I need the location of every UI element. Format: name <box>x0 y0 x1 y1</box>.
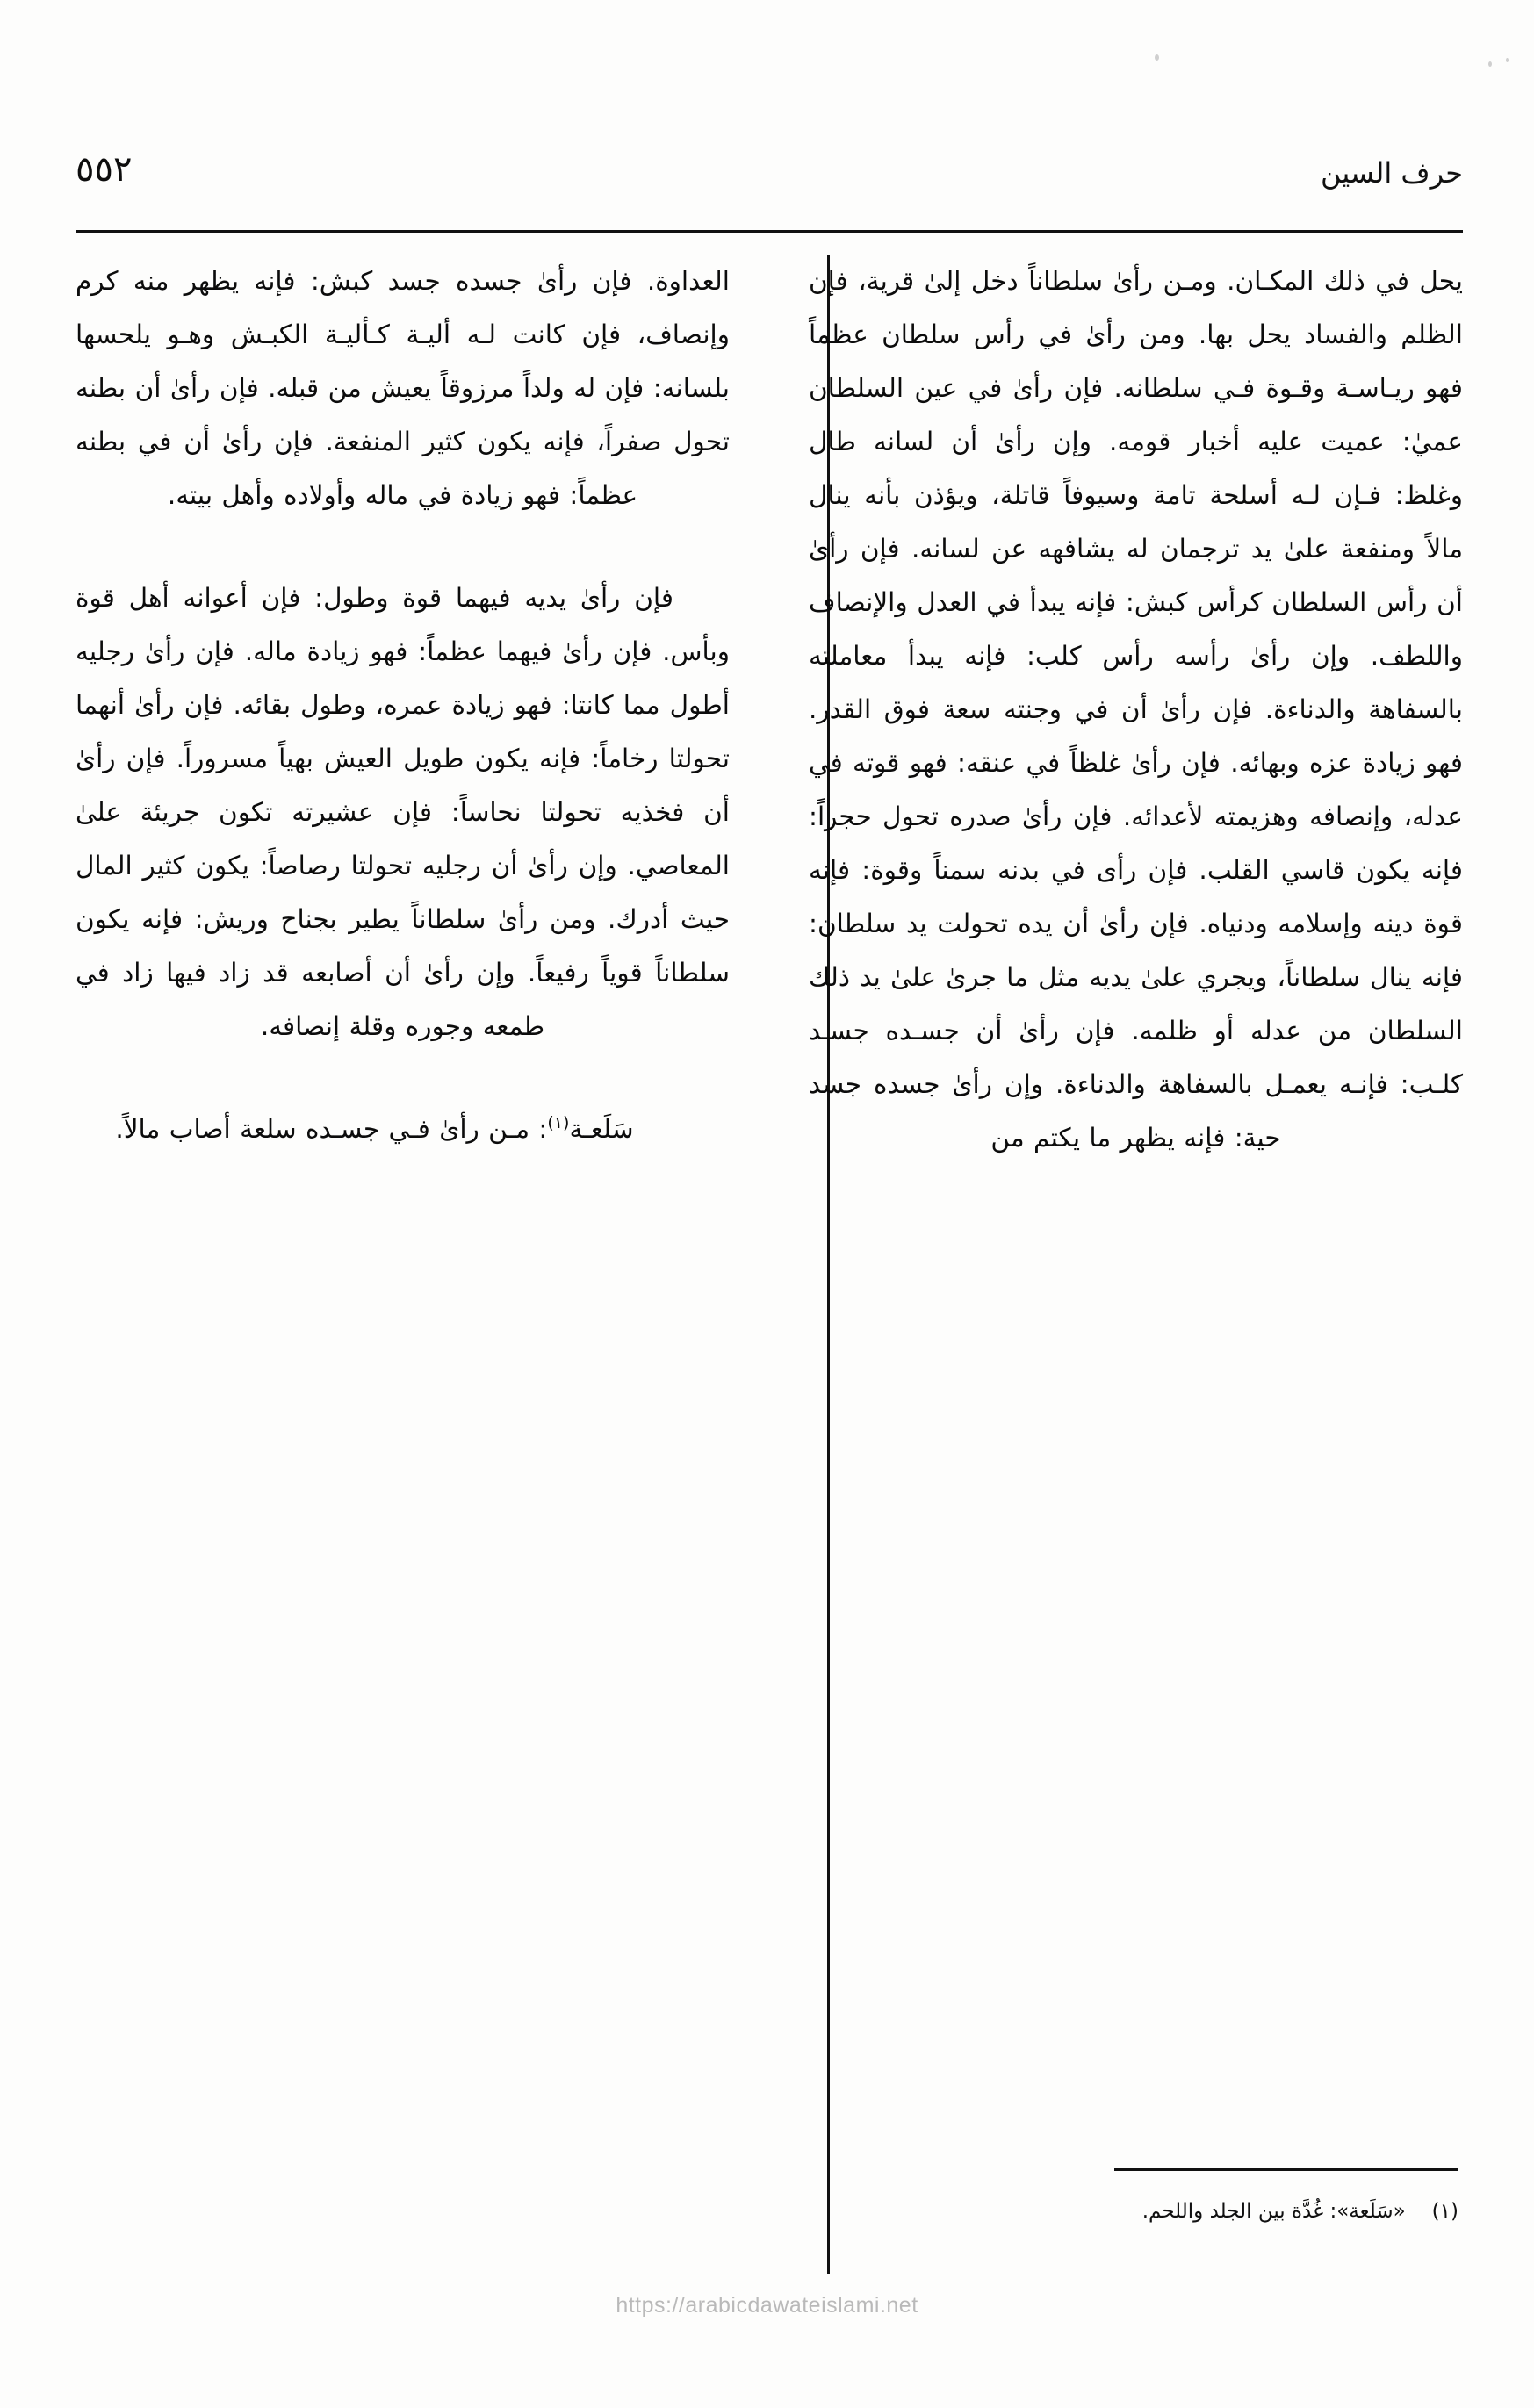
paragraph: العداوة. فإن رأىٰ جسده جسد كبش: فإنه يظهر منه كرم وإنصاف، فإن كانت لـه أليـة كـأليـة الكبـش وهـو يلحسها بلسانه: فإن له ولداً مرزوقاً يعيش من قبله. فإن رأىٰ أن بطنه تحول صفراً، فإنه يكون كثير المنفعة. فإن رأىٰ أن في بطنه عظماً: فهو زيادة في ماله وأولاده وأهل بيته. <box>76 266 730 510</box>
scan-speckle <box>1506 58 1509 62</box>
scan-speckle <box>1488 61 1492 67</box>
watermark-url: https://arabicdawateislami.net <box>616 2293 918 2318</box>
footnote-divider-rule <box>1114 2168 1458 2171</box>
entry-term: سَلَعـة <box>569 1114 634 1144</box>
page-header <box>76 149 1463 219</box>
scan-speckle <box>1155 54 1159 61</box>
footnote-number: (١) <box>1431 2200 1458 2223</box>
header-divider-rule <box>76 230 1463 233</box>
column-right <box>809 255 1463 1165</box>
dictionary-entry: سَلَعـة$^{(١)}$: مـن رأىٰ فـي جسـده سلعة أصاب مالاً. <box>115 1113 634 1144</box>
paragraph: يحل في ذلك المكـان. ومـن رأىٰ سلطاناً دخل إلىٰ قرية، فإن الظلم والفساد يحل بها. ومن رأىٰ في رأس سلطان عظماً فهو ريـاسـة وقـوة فـي سلطانه. فإن رأىٰ في عين السلطان عميٰ: عميت عليه أخبار قومه. وإن رأىٰ أن لسانه طال وغلظ: فـإن لـه أسلحة تامة وسيوفاً قاتلة، ويؤذن بأنه ينال مالاً ومنفعة علىٰ يد ترجمان له يشافهه عن لسانه. فإن رأىٰ أن رأس السلطان كرأس كبش: فإنه يبدأ في العدل والإنصاف واللطف. وإن رأىٰ رأسه رأس كلب: فإنه يبدأ معاملته بالسفاهة والدناءة. فإن رأىٰ أن في وجنته سعة فوق القدر. فهو زيادة عزه وبهائه. فإن رأىٰ غلظاً في عنقه: فهو قوته في عدله، وإنصافه وهزيمته لأعدائه. فإن رأىٰ صدره تحول حجراً: فإنه يكون قاسي القلب. فإن رأى في بدنه سمناً وقوة: فإنه قوة دينه وإسلامه ودنياه. فإن رأىٰ أن يده تحولت يد سلطان: فإنه ينال سلطاناً، ويجري علىٰ يديه مثل ما جرىٰ علىٰ يد ذلك السلطان من عدله أو ظلمه. فإن رأىٰ أن جسـده جسـد كلـب: فإنـه يعمـل بالسفاهة والدناءة. وإن رأىٰ جسده جسد حية: فإنه يظهر ما يكتم من <box>809 266 1463 1153</box>
footnote-marker: (١) <box>547 1113 570 1133</box>
column-left <box>76 255 730 1156</box>
text-columns <box>76 255 1463 2300</box>
footnote <box>809 2192 1458 2231</box>
paragraph: فإن رأىٰ يديه فيهما قوة وطول: فإن أعوانه أهل قوة وبأس. فإن رأىٰ فيهما عظماً: فهو زيادة ماله. فإن رأىٰ رجليه أطول مما كانتا: فهو زيادة عمره، وطول بقائه. فإن رأىٰ أنهما تحولتا رخاماً: فإنه يكون طويل العيش بهياً مسروراً. فإن رأىٰ أن فخذيه تحولتا نحاساً: فإن عشيرته تكون جريئة علىٰ المعاصي. وإن رأىٰ أن رجليه تحولتا رصاصاً: يكون كثير المال حيث أدرك. ومن رأىٰ سلطاناً يطير بجناح وريش: فإنه يكون سلطاناً قوياً رفيعاً. وإن رأىٰ أن أصابعه قد زاد فيها زاد في طمعه وجوره وقلة إنصافه. <box>76 583 730 1041</box>
chapter-title: حرف السين <box>1321 156 1463 190</box>
page-number: ٥٥٢ <box>76 149 133 190</box>
footnote-text: «سَلَعة»: غُدَّة بين الجلد واللحم. <box>1141 2200 1406 2223</box>
